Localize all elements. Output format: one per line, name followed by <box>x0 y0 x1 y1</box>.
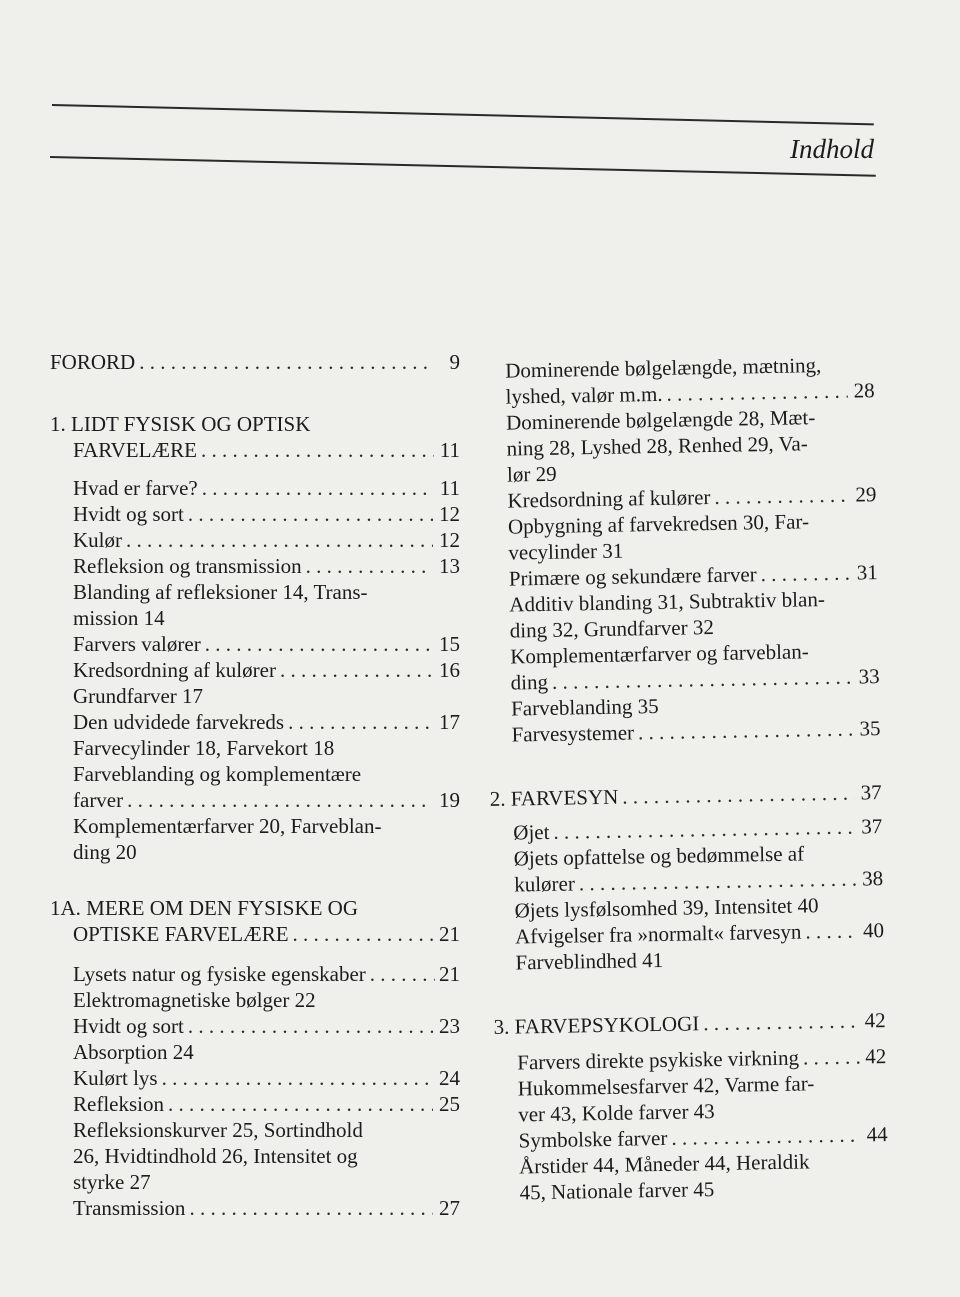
toc-entry: Refleksion . . . 25 <box>50 1091 460 1117</box>
toc-entry: Lysets natur og fysiske egenskaber . . . 21 <box>50 961 460 987</box>
toc-subtopics: Farveblanding 35 <box>510 693 659 721</box>
toc-subtopics: Blanding af refleksioner 14, Trans- mission 14 <box>73 580 368 630</box>
toc-entry-forord: FORORD . . . 9 <box>50 349 460 375</box>
toc-subtopics: Farveblindhed 41 <box>515 947 664 975</box>
toc-right-column <box>482 351 889 1206</box>
toc-entry: Hvidt og sort . . . 23 <box>50 1013 460 1039</box>
toc-section-1: 1. LIDT FYSISK OG OPTISK FARVELÆRE . . . 11 <box>50 411 460 463</box>
toc-subtopics: Øjets lysfølsomhed 39, Intensitet 40 <box>514 893 819 923</box>
toc-subtopics: Opbygning af farvekredsen 30, Far- vecylinder 31 <box>507 509 810 565</box>
toc-entry: Primære og sekundære farver . . . 31 <box>486 559 878 592</box>
toc-entry: Kulør . . . 12 <box>50 527 460 553</box>
toc-subtopics: Refleksionskurver 25, Sortindhold 26, Hvidtindhold 26, Intensitet og styrke 27 <box>73 1118 363 1194</box>
toc-entry: Afvigelser fra »normalt« farvesyn . . . 40 <box>492 917 884 950</box>
toc-subtopics: Komplementærfarver 20, Farveblan- ding 20 <box>73 814 382 864</box>
toc-entry: Hvidt og sort . . . 12 <box>50 501 460 527</box>
toc-subtopics: Dominerende bølgelængde 28, Mæt- ning 28, Lyshed 28, Renhed 29, Va- lør 29 <box>505 405 816 487</box>
toc-section-2: 2. FARVESYN . . . 37 <box>489 779 881 812</box>
page-title: Indhold <box>790 134 874 164</box>
toc-subtopics: Absorption 24 <box>73 1040 194 1064</box>
toc-entry: Farvers direkte psykiske virkning . . . 42 <box>494 1043 886 1076</box>
toc-entry: Farvesystemer . . . 35 <box>488 715 880 748</box>
toc-subtopics: Grundfarver 17 <box>73 684 204 708</box>
toc-entry: Kredsordning af kulører . . . 16 <box>50 657 460 683</box>
header-rule-top <box>52 104 874 125</box>
header-rule-bottom <box>50 156 876 177</box>
toc-subtopics: Farvecylinder 18, Farvekort 18 <box>73 736 335 760</box>
toc-entry: lyshed, valør m.m. . . . 28 <box>482 377 874 410</box>
toc-entry: Farvers valører . . . 15 <box>50 631 460 657</box>
toc-entry: Transmission . . . 27 <box>50 1195 460 1221</box>
toc-entry: Symbolske farver . . . 44 <box>495 1121 887 1154</box>
toc-section-3: 3. FARVEPSYKOLOGI . . . 42 <box>493 1007 885 1040</box>
toc-entry: Øjet . . . 37 <box>490 813 882 846</box>
toc-entry: farver . . . 19 <box>50 787 460 813</box>
toc-section-1a: 1A. MERE OM DEN FYSISKE OG OPTISKE FARVELÆRE . . . 21 <box>50 895 460 947</box>
toc-entry: ding . . . 33 <box>487 663 879 696</box>
leader-dots <box>139 349 434 375</box>
toc-subtopics: Årstider 44, Måneder 44, Heraldik 45, Nationale farver 45 <box>518 1149 810 1205</box>
toc-subtopics: Additiv blanding 31, Subtraktiv blan- ding 32, Grundfarver 32 <box>509 587 826 643</box>
toc-entry: Hvad er farve? . . . 11 <box>50 475 460 501</box>
toc-entry: kulører . . . 38 <box>491 865 883 898</box>
toc-entry-wrapped: Øjets opfattelse og bedømmelse af <box>513 841 805 871</box>
toc-entry: Den udvidede farvekreds . . . 17 <box>50 709 460 735</box>
toc-entry: Kredsordning af kulører . . . 29 <box>484 481 876 514</box>
toc-entry-wrapped: Komplementærfarver og farveblan- <box>510 639 809 669</box>
toc-entry: Refleksion og transmission . . . 13 <box>50 553 460 579</box>
toc-entry-wrapped: Farveblanding og komplementære <box>73 762 362 786</box>
toc-subtopics: Elektromagnetiske bølger 22 <box>73 988 316 1012</box>
toc-subtopics: Hukommelsesfarver 42, Varme far- ver 43, Kolde farver 43 <box>517 1071 815 1127</box>
toc-left-column <box>50 349 460 1221</box>
toc-entry-wrapped: Dominerende bølgelængde, mætning, <box>505 353 822 383</box>
toc-entry: Kulørt lys . . . 24 <box>50 1065 460 1091</box>
